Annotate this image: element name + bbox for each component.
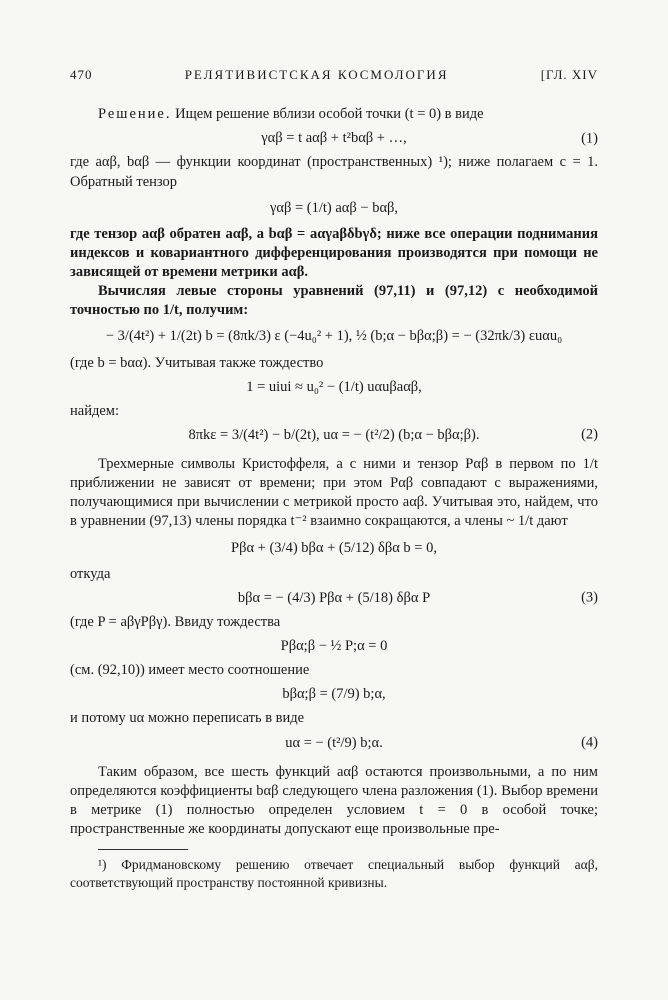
solution-text: Ищем решение вблизи особой точки (t = 0) в виде <box>175 106 484 123</box>
formula-4 <box>70 734 598 753</box>
paragraph-5: (где b = bαα). Учитывая также тождество <box>70 354 324 371</box>
formula-1-number: (1) <box>581 130 598 147</box>
formula-left-sides-expr: − 3/(4t²) + 1/(2t) b = (8πk/3) ε (−4u₀² + 1), ½ (b;α − bβα;β) = − (32πk/3) εuαu₀ <box>105 328 563 345</box>
page-number: 470 <box>70 67 93 82</box>
formula-identity <box>70 378 598 397</box>
formula-3-expr: bβα = − (4/3) Pβα + (5/18) δβα P <box>237 589 431 606</box>
paragraph-10: (см. (92,10)) имеет место соотношение <box>70 662 310 679</box>
formula-4-expr: uα = − (t²/9) b;α. <box>285 734 383 751</box>
footnote: ¹) Фридмановскому решению отвечает специальный выбор функций aαβ, соответствующий пространству постоянной кривизны. <box>70 857 598 890</box>
footnote-divider <box>98 849 188 850</box>
paragraph-9: (где P = aβγPβγ). Ввиду тождества <box>70 613 281 630</box>
formula-inverse-tensor-expr: γαβ = (1/t) aαβ − bαβ, <box>269 199 399 216</box>
page-header <box>70 66 598 83</box>
solution-label: Решение. <box>98 106 172 123</box>
formula-b-relation <box>70 685 598 704</box>
formula-2-number: (2) <box>581 426 598 443</box>
formula-inverse-tensor <box>70 199 598 218</box>
book-page <box>70 66 598 892</box>
formula-1-expr: γαβ = t aαβ + t²bαβ + …, <box>261 130 407 147</box>
formula-1 <box>70 129 598 148</box>
formula-bianchi-expr: Pβα;β − ½ P;α = 0 <box>280 638 388 655</box>
formula-3-number: (3) <box>581 589 598 606</box>
formula-4-number: (4) <box>581 734 598 751</box>
chapter-label: [ГЛ. XIV <box>540 67 598 82</box>
paragraph-6: найдем: <box>70 402 119 419</box>
paragraph-12: Таким образом, все шесть функций aαβ остаются произвольными, а по ним определяются коэффициенты bαβ следующего члена разложения (1). Выбор времени в метрике (1) полностью определен условием t = 0 в особой точке; пространственные же координаты допускают еще произвольные пре- <box>70 763 598 838</box>
formula-p-relation <box>70 539 598 558</box>
formula-2-expr: 8πkε = 3/(4t²) − b/(2t), uα = − (t²/2) (b;α − bβα;β). <box>188 426 480 443</box>
formula-bianchi <box>70 637 598 656</box>
formula-2 <box>70 426 598 445</box>
paragraph-2: где aαβ, bαβ — функции координат (пространственных) ¹); ниже полагаем c = 1. Обратный тензор <box>70 154 598 190</box>
formula-identity-expr: 1 = uiui ≈ u₀² − (1/t) uαuβaαβ, <box>246 378 422 395</box>
paragraph-solution <box>70 105 598 124</box>
paragraph-8: откуда <box>70 565 111 582</box>
formula-3 <box>70 589 598 608</box>
formula-b-relation-expr: bβα;β = (7/9) b;α, <box>282 686 386 703</box>
formula-left-sides <box>70 327 598 346</box>
paragraph-11: и потому uα можно переписать в виде <box>70 710 305 727</box>
formula-p-relation-expr: Pβα + (3/4) bβα + (5/12) δβα b = 0, <box>231 539 437 556</box>
paragraph-4: Вычисляя левые стороны уравнений (97,11) и (97,12) с необходимой точностью по 1/t, получим: <box>70 283 598 319</box>
paragraph-3: где тензор aαβ обратен aαβ, a bαβ = aαγaβδbγδ; ниже все операции поднимания индексов и ковариантного дифференцирования производятся при помощи не зависящей от времени метрики aαβ. <box>70 225 598 281</box>
paragraph-7: Трехмерные символы Кристоффеля, а с ними и тензор Pαβ в первом по 1/t приближении не зависят от времени; при этом Pαβ совпадают с выражениями, получающимися при вычислении с метрикой просто aαβ. Учитывая это, найдем, что в уравнении (97,13) члены порядка t⁻² взаимно сокращаются, а члены ~ 1/t дают <box>70 456 598 530</box>
running-title: РЕЛЯТИВИСТСКАЯ КОСМОЛОГИЯ <box>184 67 449 82</box>
